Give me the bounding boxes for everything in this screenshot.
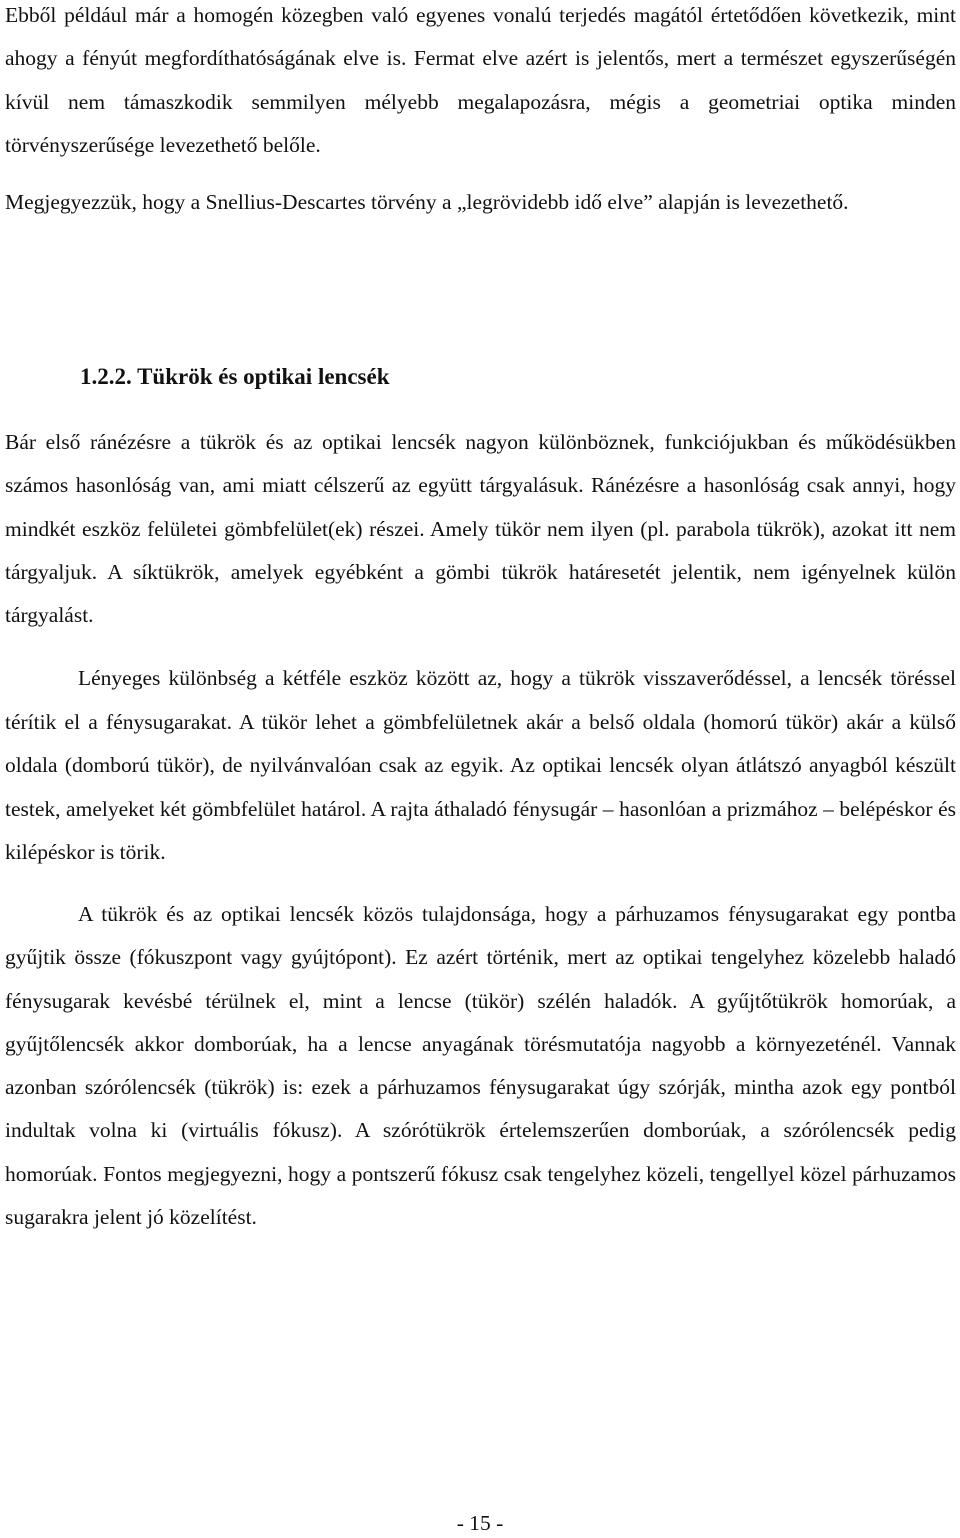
paragraph-differences: Lényeges különbség a kétféle eszköz között az, hogy a tükrök visszaverődéssel, a lencsék töréssel térítik el a fénysugarakat. A tükör lehet a gömbfelületnek akár a belső oldala (homorú tükör) akár a külső oldala (domború tükör), de nyilvánvalóan csak az egyik. Az optikai lencsék olyan átlátszó anyagból készült testek, amelyeket két gömbfelület határol. A rajta áthaladó fénysugár – hasonlóan a prizmához – belépéskor és kilépéskor is törik. (5, 666, 956, 865)
page-number: - 15 - (456, 1511, 504, 1535)
paragraph-mirrors-lenses-intro: Bár első ránézésre a tükrök és az optikai lencsék nagyon különböznek, funkciójukban és működésükben számos hasonlóság van, ami miatt célszerű az együtt tárgyalásuk. Ránézésre a hasonlóság csak annyi, hogy mindkét eszköz felületei gömbfelület(ek) részei. Amely tükör nem ilyen (pl. parabola tükrök), azokat itt nem tárgyaljuk. A síktükrök, amelyek egyébként a gömbi tükrök határesetét jelentik, nem igényelnek külön tárgyalást. (5, 430, 956, 628)
paragraph-fermat-principle: Ebből például már a homogén közegben való egyenes vonalú terjedés magától értetődően következik, mint ahogy a fényút megfordíthatóságának elve is. Fermat elve azért is jelentős, mert a természet egyszerűségén kívül nem támaszkodik semmilyen mélyebb megalapozásra, mégis a geometriai optika minden törvényszerűsége levezethető belőle. (5, 3, 956, 157)
paragraph-common-properties: A tükrök és az optikai lencsék közös tulajdonsága, hogy a párhuzamos fénysugarakat egy pontba gyűjtik össze (fókuszpont vagy gyújtópont). Ez azért történik, mert az optikai tengelyhez közelebb haladó fénysugarak kevésbé térülnek el, mint a lencse (tükör) szélén haladók. A gyűjtőtükrök homorúak, a gyűjtőlencsék akkor domborúak, ha a lencse anyagának törésmutatója nagyobb a környezeténél. Vannak azonban szórólencsék (tükrök) is: ezek a párhuzamos fénysugarakat úgy szórják, mintha azok egy pontból indultak volna ki (virtuális fókusz). A szórótükrök értelemszerűen domborúak, a szórólencsék pedig homorúak. Fontos megjegyezni, hogy a pontszerű fókusz csak tengelyhez közeli, tengellyel közel párhuzamos sugarakra jelent jó közelítést. (5, 902, 956, 1230)
paragraph-snellius-note: Megjegyezzük, hogy a Snellius-Descartes törvény a „legrövidebb idő elve” alapján is levezethető. (5, 190, 849, 214)
section-heading: 1.2.2. Tükrök és optikai lencsék (80, 364, 390, 389)
